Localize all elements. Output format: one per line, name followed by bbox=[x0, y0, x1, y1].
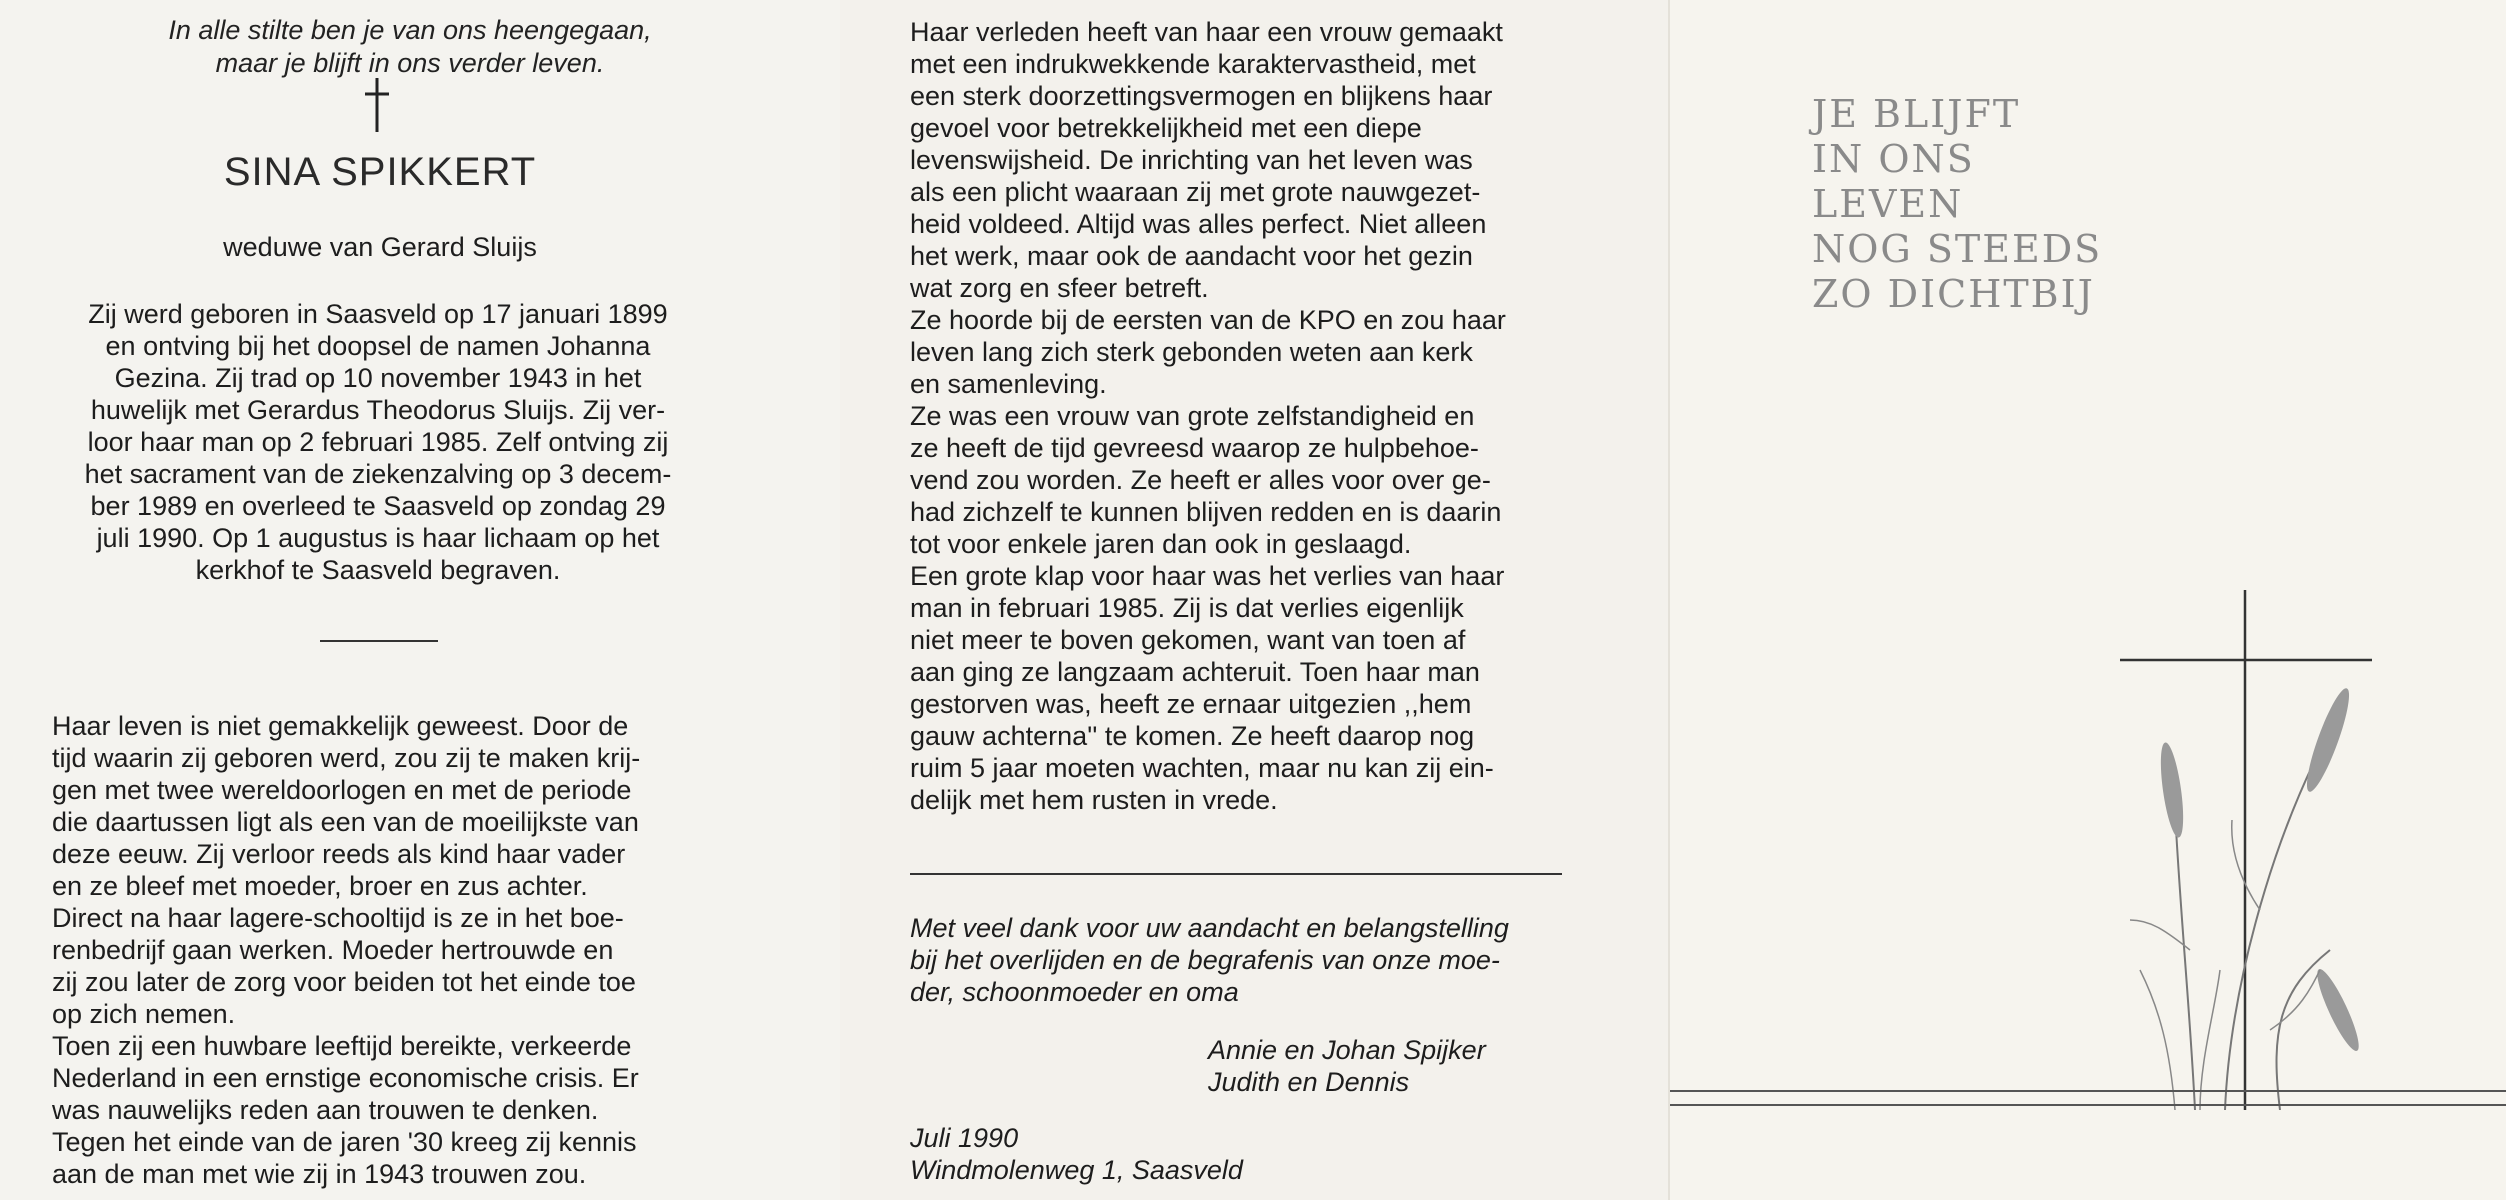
text-line: huwelijk met Gerardus Theodorus Sluijs. Zij ver- bbox=[90, 395, 666, 425]
text-line: man in februari 1985. Zij is dat verlies eigenlijk bbox=[910, 593, 1464, 623]
text-line: niet meer te boven gekomen, want van toen af bbox=[910, 625, 1466, 655]
text-line: ruim 5 jaar moeten wachten, maar nu kan zij ein- bbox=[910, 753, 1494, 783]
thanks-line: Met veel dank voor uw aandacht en belangstelling bbox=[910, 913, 1509, 943]
text-line: loor haar man op 2 februari 1985. Zelf ontving zij bbox=[87, 427, 669, 457]
text-line: Zij werd geboren in Saasveld op 17 januari 1899 bbox=[88, 299, 668, 329]
text-line: Nederland in een ernstige economische crisis. Er bbox=[52, 1063, 639, 1093]
text-line: Haar leven is niet gemakkelijk geweest. Door de bbox=[52, 711, 629, 741]
motto-line: In alle stilte ben je van ons heengegaan, bbox=[168, 15, 652, 45]
life-story-middle bbox=[910, 16, 1562, 816]
signer-line: Annie en Johan Spijker bbox=[1208, 1035, 1486, 1065]
text-line: en ontving bij het doopsel de namen Johanna bbox=[105, 331, 651, 361]
text-line: gestorven was, heeft ze ernaar uitgezien ,,hem bbox=[910, 689, 1472, 719]
text-line: aan de man met wie zij in 1943 trouwen zou. bbox=[52, 1159, 587, 1189]
verse-line: IN ONS bbox=[1812, 137, 1975, 181]
text-line: juli 1990. Op 1 augustus is haar lichaam op het bbox=[96, 523, 660, 553]
text-line: tijd waarin zij geboren werd, zou zij te maken krij- bbox=[52, 743, 641, 773]
text-line: Direct na haar lagere-schooltijd is ze in het boe- bbox=[52, 903, 624, 933]
text-line: en ze bleef met moeder, broer en zus achter. bbox=[52, 871, 588, 901]
text-line: Een grote klap voor haar was het verlies van haar bbox=[910, 561, 1505, 591]
text-line: Gezina. Zij trad op 10 november 1943 in het bbox=[114, 363, 642, 393]
text-line: leven lang zich sterk gebonden weten aan kerk bbox=[910, 337, 1473, 367]
family-signatures bbox=[1208, 1034, 1486, 1098]
text-line: die daartussen ligt als een van de moeilijkste van bbox=[52, 807, 639, 837]
divider bbox=[320, 640, 438, 642]
verse-line: ZO DICHTBIJ bbox=[1812, 272, 2095, 316]
text-line: kerkhof te Saasveld begraven. bbox=[195, 555, 561, 585]
thanks-line: der, schoonmoeder en oma bbox=[910, 977, 1239, 1007]
text-line: op zich nemen. bbox=[52, 999, 236, 1029]
thanks-line: bij het overlijden en de begrafenis van onze moe- bbox=[910, 945, 1500, 975]
verse-line: LEVEN bbox=[1812, 182, 1964, 226]
text-line: wat zorg en sfeer betreft. bbox=[910, 273, 1209, 303]
text-line: Haar verleden heeft van haar een vrouw gemaakt bbox=[910, 17, 1503, 47]
text-line: Toen zij een huwbare leeftijd bereikte, verkeerde bbox=[52, 1031, 632, 1061]
date-address bbox=[910, 1122, 1243, 1186]
text-line: Ze hoorde bij de eersten van de KPO en zou haar bbox=[910, 305, 1506, 335]
memorial-motto bbox=[60, 14, 760, 80]
text-line: zij zou later de zorg voor beiden tot het einde toe bbox=[52, 967, 636, 997]
text-line: als een plicht waaraan zij met grote nauwgezet- bbox=[910, 177, 1481, 207]
text-line: een sterk doorzettingsvermogen en blijkens haar bbox=[910, 81, 1493, 111]
text-line: aan ging ze langzaam achteruit. Toen haar man bbox=[910, 657, 1480, 687]
biography bbox=[52, 298, 704, 586]
text-line: deze eeuw. Zij verloor reeds als kind haar vader bbox=[52, 839, 626, 869]
verse-line: NOG STEEDS bbox=[1812, 227, 2103, 271]
fold-line bbox=[1668, 0, 1670, 1200]
text-line: tot voor enkele jaren dan ook in geslaagd. bbox=[910, 529, 1412, 559]
text-line: heid voldeed. Altijd was alles perfect. Niet alleen bbox=[910, 209, 1487, 239]
address: Windmolenweg 1, Saasveld bbox=[910, 1155, 1243, 1185]
text-line: delijk met hem rusten in vrede. bbox=[910, 785, 1278, 815]
cross-with-wheat-icon bbox=[2120, 590, 2380, 1110]
cross-icon bbox=[362, 76, 392, 134]
text-line: ber 1989 en overleed te Saasveld op zondag 29 bbox=[90, 491, 666, 521]
motto-line: maar je blijft in ons verder leven. bbox=[215, 48, 605, 78]
deceased-name: SINA SPIKKERT bbox=[223, 150, 537, 194]
text-line: was nauwelijks reden aan trouwen te denken. bbox=[52, 1095, 599, 1125]
base-lines bbox=[1670, 1090, 2506, 1110]
text-line: Tegen het einde van de jaren '30 kreeg zij kennis bbox=[52, 1127, 637, 1157]
verse-line: JE BLIJFT bbox=[1812, 92, 2021, 136]
life-story-left bbox=[52, 710, 704, 1190]
acknowledgement bbox=[910, 912, 1570, 1008]
text-line: gevoel voor betrekkelijkheid met een diepe bbox=[910, 113, 1422, 143]
text-line: gen met twee wereldoorlogen en met de periode bbox=[52, 775, 632, 805]
widow-subtitle: weduwe van Gerard Sluijs bbox=[223, 232, 537, 262]
text-line: het sacrament van de ziekenzalving op 3 decem- bbox=[84, 459, 672, 489]
text-line: met een indrukwekkende karaktervastheid, met bbox=[910, 49, 1476, 79]
text-line: renbedrijf gaan werken. Moeder hertrouwde en bbox=[52, 935, 614, 965]
text-line: levenswijsheid. De inrichting van het leven was bbox=[910, 145, 1473, 175]
date: Juli 1990 bbox=[910, 1123, 1019, 1153]
text-line: vend zou worden. Ze heeft er alles voor over ge- bbox=[910, 465, 1491, 495]
divider bbox=[910, 873, 1562, 875]
text-line: en samenleving. bbox=[910, 369, 1107, 399]
text-line: het werk, maar ook de aandacht voor het gezin bbox=[910, 241, 1473, 271]
text-line: gauw achterna'' te komen. Ze heeft daarop nog bbox=[910, 721, 1475, 751]
text-line: had zichzelf te kunnen blijven redden en is daarin bbox=[910, 497, 1502, 527]
text-line: ze heeft de tijd gevreesd waarop ze hulpbehoe- bbox=[910, 433, 1479, 463]
text-line: Ze was een vrouw van grote zelfstandigheid en bbox=[910, 401, 1475, 431]
signer-line: Judith en Dennis bbox=[1208, 1067, 1410, 1097]
memorial-verse bbox=[1812, 92, 2102, 317]
